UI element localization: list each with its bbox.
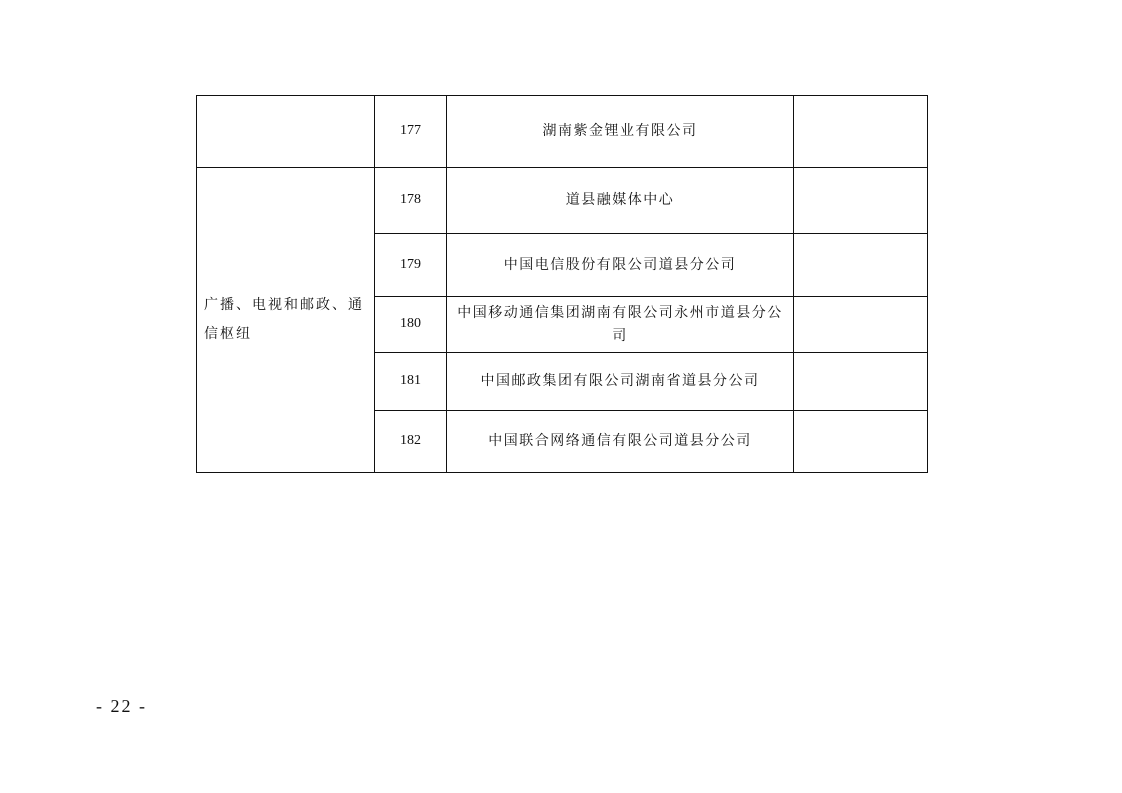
organization-name: 中国移动通信集团湖南有限公司永州市道县分公司	[447, 297, 794, 353]
remark-cell	[794, 411, 928, 473]
row-number: 182	[375, 411, 447, 473]
row-number: 180	[375, 297, 447, 353]
row-number: 181	[375, 353, 447, 411]
table-row	[197, 96, 928, 168]
organization-name: 湖南紫金锂业有限公司	[447, 96, 794, 168]
facility-table	[196, 95, 928, 473]
remark-cell	[794, 234, 928, 297]
row-number: 179	[375, 234, 447, 297]
table-row	[197, 168, 928, 234]
remark-cell	[794, 297, 928, 353]
remark-cell	[794, 353, 928, 411]
organization-name: 道县融媒体中心	[447, 168, 794, 234]
organization-name: 中国邮政集团有限公司湖南省道县分公司	[447, 353, 794, 411]
category-cell: 广播、电视和邮政、通信枢纽	[197, 168, 375, 473]
remark-cell	[794, 168, 928, 234]
row-number: 178	[375, 168, 447, 234]
organization-name: 中国电信股份有限公司道县分公司	[447, 234, 794, 297]
organization-name: 中国联合网络通信有限公司道县分公司	[447, 411, 794, 473]
category-cell	[197, 96, 375, 168]
page-number: - 22 -	[96, 696, 147, 716]
row-number: 177	[375, 96, 447, 168]
remark-cell	[794, 96, 928, 168]
